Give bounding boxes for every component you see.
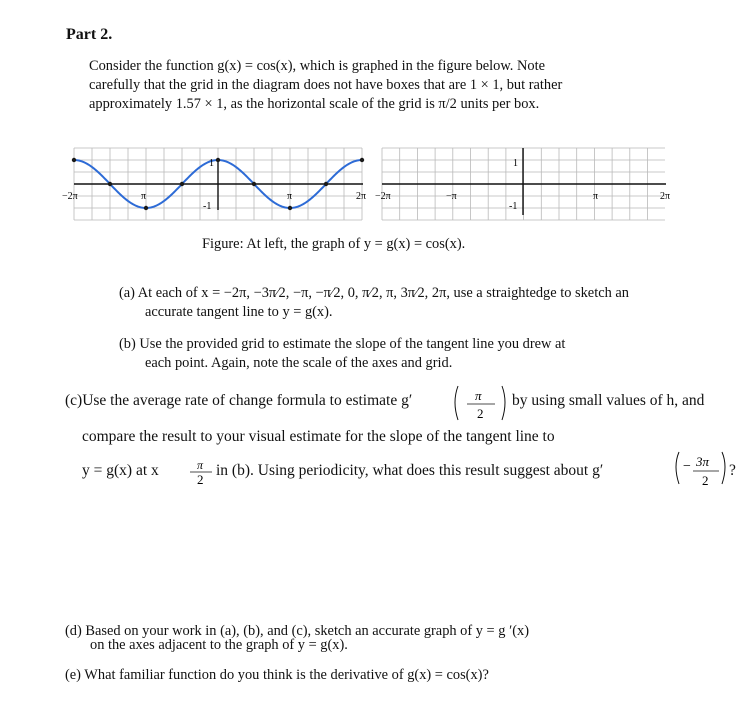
frac-den-2: 2 bbox=[477, 406, 484, 421]
right-y-label-neg1: -1 bbox=[509, 201, 518, 212]
cosine-point bbox=[144, 206, 148, 210]
cosine-point bbox=[108, 182, 112, 186]
question-b-line-2: each point. Again, note the scale of the axes and grid. bbox=[145, 355, 453, 371]
cosine-point bbox=[252, 182, 256, 186]
frac-3pi-num: 3π bbox=[696, 454, 710, 469]
intro-line-3: approximately 1.57 × 1, as the horizontal scale of the grid is π/2 units per box. bbox=[89, 96, 540, 112]
frac-pi-over-2-c3 bbox=[190, 458, 212, 487]
frac-pi-num-c3: π bbox=[197, 458, 204, 472]
question-c-line-3-mid: in (b). Using periodicity, what does this result suggest about g′ bbox=[216, 462, 604, 479]
left-x-label-neg-pi: π bbox=[141, 191, 147, 202]
question-c-line-2: compare the result to your visual estimate for the slope of the tangent line to bbox=[82, 428, 555, 445]
right-x-label-2pi: 2π bbox=[660, 191, 671, 202]
frac-pi-over-2-c1 bbox=[455, 386, 505, 421]
cosine-point bbox=[324, 182, 328, 186]
left-y-label-neg1: -1 bbox=[203, 201, 212, 212]
cosine-point bbox=[72, 158, 76, 162]
cosine-point bbox=[180, 182, 184, 186]
question-e-line-1: (e) What familiar function do you think is the derivative of g(x) = cos(x)? bbox=[65, 667, 489, 683]
frac-pi-num: π bbox=[475, 388, 482, 403]
svg-text:−: − bbox=[683, 459, 691, 474]
right-x-label-neg-2pi: −2π bbox=[375, 191, 391, 202]
frac-den-2-neg: 2 bbox=[702, 473, 709, 488]
left-x-label-2pi: 2π bbox=[356, 191, 367, 202]
cosine-point bbox=[360, 158, 364, 162]
question-c-line-1-pre: (c)Use the average rate of change formula to estimate g′ bbox=[65, 392, 413, 409]
question-c-line-3-end: ? bbox=[729, 462, 736, 479]
question-a-line-2: accurate tangent line to y = g(x). bbox=[145, 304, 333, 320]
part-heading: Part 2. bbox=[66, 26, 113, 43]
cosine-point bbox=[288, 206, 292, 210]
question-d-line-1: (d) Based on your work in (a), (b), and (c), sketch an accurate graph of y = g ′(x) bbox=[65, 623, 529, 639]
right-y-label-1: 1 bbox=[513, 158, 518, 169]
frac-den-2-c3: 2 bbox=[197, 472, 204, 487]
left-x-label-pi: π bbox=[287, 191, 293, 202]
frac-neg-3pi-over-2 bbox=[676, 452, 725, 488]
question-c-line-3-pre: y = g(x) at x bbox=[82, 462, 159, 479]
left-y-label-1: 1 bbox=[209, 158, 214, 169]
right-x-label-neg-pi: −π bbox=[446, 191, 457, 202]
cosine-point bbox=[216, 158, 220, 162]
intro-line-1: Consider the function g(x) = cos(x), which is graphed in the figure below. Note bbox=[89, 58, 545, 74]
left-x-label-neg-2pi: −2π bbox=[62, 191, 78, 202]
right-x-label-pi: π bbox=[593, 191, 599, 202]
question-c-line-1-post: by using small values of h, and bbox=[512, 392, 705, 409]
intro-line-2: carefully that the grid in the diagram does not have boxes that are 1 × 1, but rather bbox=[89, 77, 563, 93]
question-a-line-1: (a) At each of x = −2π, −3π⁄2, −π, −π⁄2, 0, π⁄2, π, 3π⁄2, 2π, use a straightedge to sketch an bbox=[119, 285, 629, 301]
right-graph bbox=[375, 148, 670, 220]
figure-caption: Figure: At left, the graph of y = g(x) = cos(x). bbox=[202, 236, 466, 252]
question-b-line-1: (b) Use the provided grid to estimate the slope of the tangent line you drew at bbox=[119, 336, 566, 352]
question-d-line-2: on the axes adjacent to the graph of y = g(x). bbox=[90, 637, 348, 653]
left-graph bbox=[62, 148, 366, 220]
